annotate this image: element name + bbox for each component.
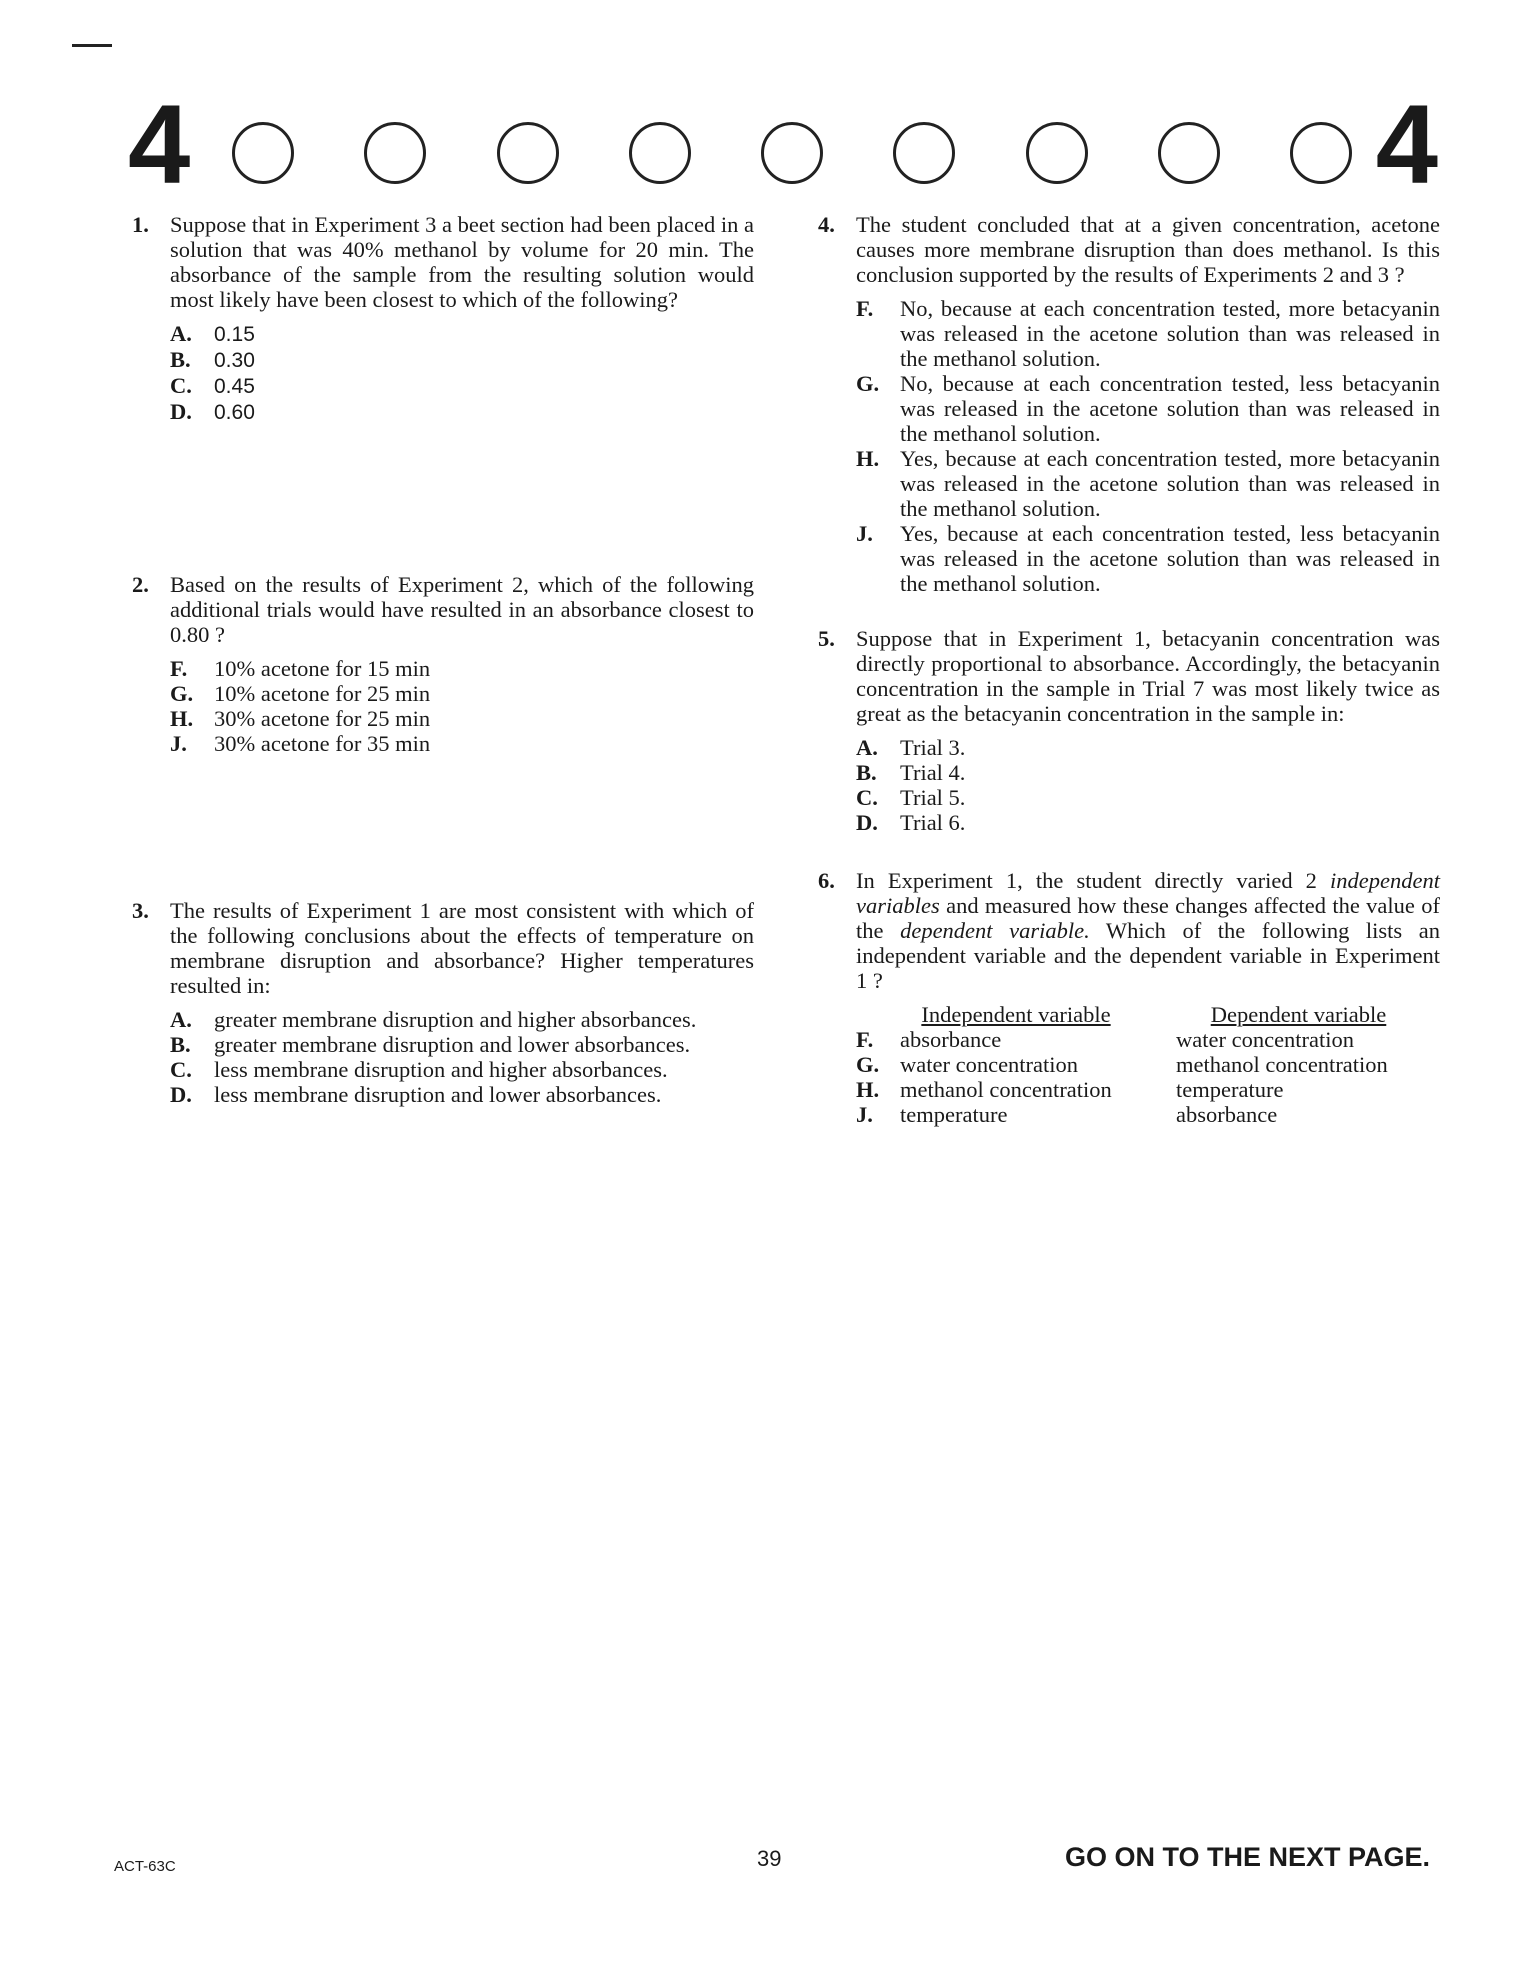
question-number: 1. — [132, 212, 149, 237]
answer-options — [856, 735, 1440, 835]
independent-value: methanol concentration — [900, 1077, 1112, 1102]
answer-option-b[interactable] — [856, 760, 1440, 785]
page-number: 39 — [757, 1846, 782, 1871]
option-letter: A. — [170, 1007, 192, 1032]
option-text: Trial 4. — [900, 760, 966, 785]
independent-value: absorbance — [900, 1027, 1002, 1052]
option-text: 0.30 — [214, 349, 255, 372]
option-letter: F. — [170, 656, 188, 681]
dependent-value: temperature — [1176, 1077, 1284, 1102]
independent-value: temperature — [900, 1102, 1008, 1127]
option-letter: D. — [170, 1082, 192, 1107]
option-text: greater membrane disruption and higher absorbances. — [214, 1007, 697, 1032]
stem-text: Which of the following lists an independent variable and the dependent variable in Experiment 1 ? — [856, 918, 1440, 993]
variable-table — [856, 1002, 1440, 1127]
option-text: Trial 5. — [900, 785, 966, 810]
option-letter: C. — [170, 373, 192, 398]
option-letter: F. — [856, 296, 874, 321]
answer-option-j[interactable] — [856, 521, 1440, 596]
left-column — [132, 212, 754, 1107]
question-stem: The student concluded that at a given concentration, acetone causes more membrane disruption than does methanol. Is this conclusion supported by the results of Experiments 2 and 3 ? — [856, 212, 1440, 287]
answer-option-d[interactable] — [170, 1082, 754, 1107]
form-code: ACT-63C — [114, 1858, 176, 1875]
question-stem — [856, 868, 1440, 993]
option-text: 10% acetone for 25 min — [214, 681, 431, 706]
header-circle — [232, 122, 294, 184]
answer-options — [170, 656, 754, 756]
question-1 — [132, 212, 754, 425]
answer-option-g[interactable] — [856, 1052, 1440, 1077]
option-text: 10% acetone for 15 min — [214, 656, 431, 681]
option-text: less membrane disruption and lower absorbances. — [214, 1082, 662, 1107]
option-letter: G. — [170, 681, 194, 706]
question-stem: The results of Experiment 1 are most consistent with which of the following conclusions about the effects of temperature on membrane disruption and absorbance? Higher temperatures resulted in: — [170, 898, 754, 998]
option-text: Yes, because at each concentration tested, less betacyanin was released in the acetone solution than was released in the methanol solution. — [900, 521, 1440, 596]
header-circle — [1026, 122, 1088, 184]
option-letter: A. — [856, 735, 878, 760]
header-circle — [364, 122, 426, 184]
option-letter: H. — [170, 706, 194, 731]
dependent-value: methanol concentration — [1176, 1052, 1388, 1077]
stem-italic-term: independent variables — [856, 868, 1440, 918]
question-number: 6. — [818, 868, 835, 893]
option-letter: C. — [856, 785, 878, 810]
dependent-value: absorbance — [1176, 1102, 1278, 1127]
question-5 — [818, 626, 1440, 835]
answer-option-g[interactable] — [856, 371, 1440, 446]
answer-option-c[interactable] — [856, 785, 1440, 810]
independent-value: water concentration — [900, 1052, 1079, 1077]
option-letter: G. — [856, 371, 880, 396]
option-letter: B. — [856, 760, 877, 785]
answer-option-h[interactable] — [856, 1077, 1440, 1102]
section-number-right: 4 — [1375, 82, 1438, 207]
header-circle — [1158, 122, 1220, 184]
answer-option-a[interactable] — [170, 1007, 754, 1032]
dependent-value: water concentration — [1176, 1027, 1355, 1052]
option-letter: B. — [170, 347, 191, 372]
dependent-variable-header: Dependent variable — [1210, 1002, 1387, 1027]
option-letter: B. — [170, 1032, 191, 1057]
option-text: Yes, because at each concentration tested, more betacyanin was released in the acetone solution than was released in the methanol solution. — [900, 446, 1440, 521]
option-letter: J. — [170, 731, 187, 756]
header-circle — [497, 122, 559, 184]
option-text: No, because at each concentration tested, less betacyanin was released in the acetone solution than was released in the methanol solution. — [900, 371, 1440, 446]
section-header — [128, 82, 1438, 207]
answer-option-f[interactable] — [856, 1027, 1440, 1052]
option-letter: F. — [856, 1027, 874, 1052]
stem-text: and measured how these changes affected the value of the — [856, 893, 1440, 943]
option-letter: J. — [856, 521, 873, 546]
answer-option-c[interactable] — [170, 373, 754, 399]
answer-option-b[interactable] — [170, 347, 754, 373]
option-letter: A. — [170, 321, 192, 346]
option-text: 30% acetone for 35 min — [214, 731, 431, 756]
header-circle — [1290, 122, 1352, 184]
question-number: 3. — [132, 898, 149, 923]
question-3 — [132, 898, 754, 1107]
option-text: less membrane disruption and higher absorbances. — [214, 1057, 668, 1082]
answer-option-j[interactable] — [170, 731, 754, 756]
answer-option-a[interactable] — [856, 735, 1440, 760]
option-letter: G. — [856, 1052, 880, 1077]
option-letter: J. — [856, 1102, 873, 1127]
answer-option-b[interactable] — [170, 1032, 754, 1057]
answer-option-g[interactable] — [170, 681, 754, 706]
answer-option-d[interactable] — [170, 399, 754, 425]
variable-table-header — [856, 1002, 1440, 1027]
corner-registration-mark — [72, 44, 112, 47]
answer-option-a[interactable] — [170, 321, 754, 347]
option-letter: D. — [170, 399, 192, 424]
option-letter: H. — [856, 446, 880, 471]
header-circle-row — [232, 118, 1352, 188]
option-letter: H. — [856, 1077, 880, 1102]
option-text: 0.15 — [214, 323, 255, 346]
question-4 — [818, 212, 1440, 596]
question-6 — [818, 868, 1440, 1127]
answer-options — [170, 1007, 754, 1107]
answer-option-f[interactable] — [170, 656, 754, 681]
answer-option-f[interactable] — [856, 296, 1440, 371]
question-number: 5. — [818, 626, 835, 651]
option-text: Trial 6. — [900, 810, 966, 835]
option-letter: C. — [170, 1057, 192, 1082]
right-column — [818, 212, 1440, 1127]
question-stem: Suppose that in Experiment 1, betacyanin concentration was directly proportional to absorbance. Accordingly, the betacyanin concentration in the sample in Trial 7 was most likely twice as great as the betacyanin concentration in the sample in: — [856, 626, 1440, 726]
answer-options — [856, 296, 1440, 596]
header-circle — [629, 122, 691, 184]
option-text: Trial 3. — [900, 735, 966, 760]
answer-option-c[interactable] — [170, 1057, 754, 1082]
question-stem: Suppose that in Experiment 3 a beet section had been placed in a solution that was 40% methanol by volume for 20 min. The absorbance of the sample from the resulting solution would most likely have been closest to which of the following? — [170, 212, 754, 312]
header-circle — [893, 122, 955, 184]
question-2 — [132, 572, 754, 756]
question-stem: Based on the results of Experiment 2, which of the following additional trials would have resulted in an absorbance closest to 0.80 ? — [170, 572, 754, 647]
section-number-left: 4 — [128, 82, 191, 207]
stem-italic-term: dependent variable. — [900, 918, 1090, 943]
independent-variable-header: Independent variable — [921, 1002, 1111, 1027]
answer-option-h[interactable] — [856, 446, 1440, 521]
header-circle — [761, 122, 823, 184]
answer-options — [170, 321, 754, 425]
answer-option-h[interactable] — [170, 706, 754, 731]
option-letter: D. — [856, 810, 878, 835]
option-text: 0.45 — [214, 375, 255, 398]
option-text: No, because at each concentration tested, more betacyanin was released in the acetone solution than was released in the methanol solution. — [900, 296, 1440, 371]
option-text: 0.60 — [214, 401, 255, 424]
go-on-next-page: GO ON TO THE NEXT PAGE. — [1064, 1842, 1430, 1872]
option-text: greater membrane disruption and lower absorbances. — [214, 1032, 691, 1057]
question-number: 4. — [818, 212, 835, 237]
answer-option-j[interactable] — [856, 1102, 1440, 1127]
question-number: 2. — [132, 572, 149, 597]
option-text: 30% acetone for 25 min — [214, 706, 431, 731]
stem-text: In Experiment 1, the student directly varied 2 — [856, 868, 1331, 893]
answer-option-d[interactable] — [856, 810, 1440, 835]
